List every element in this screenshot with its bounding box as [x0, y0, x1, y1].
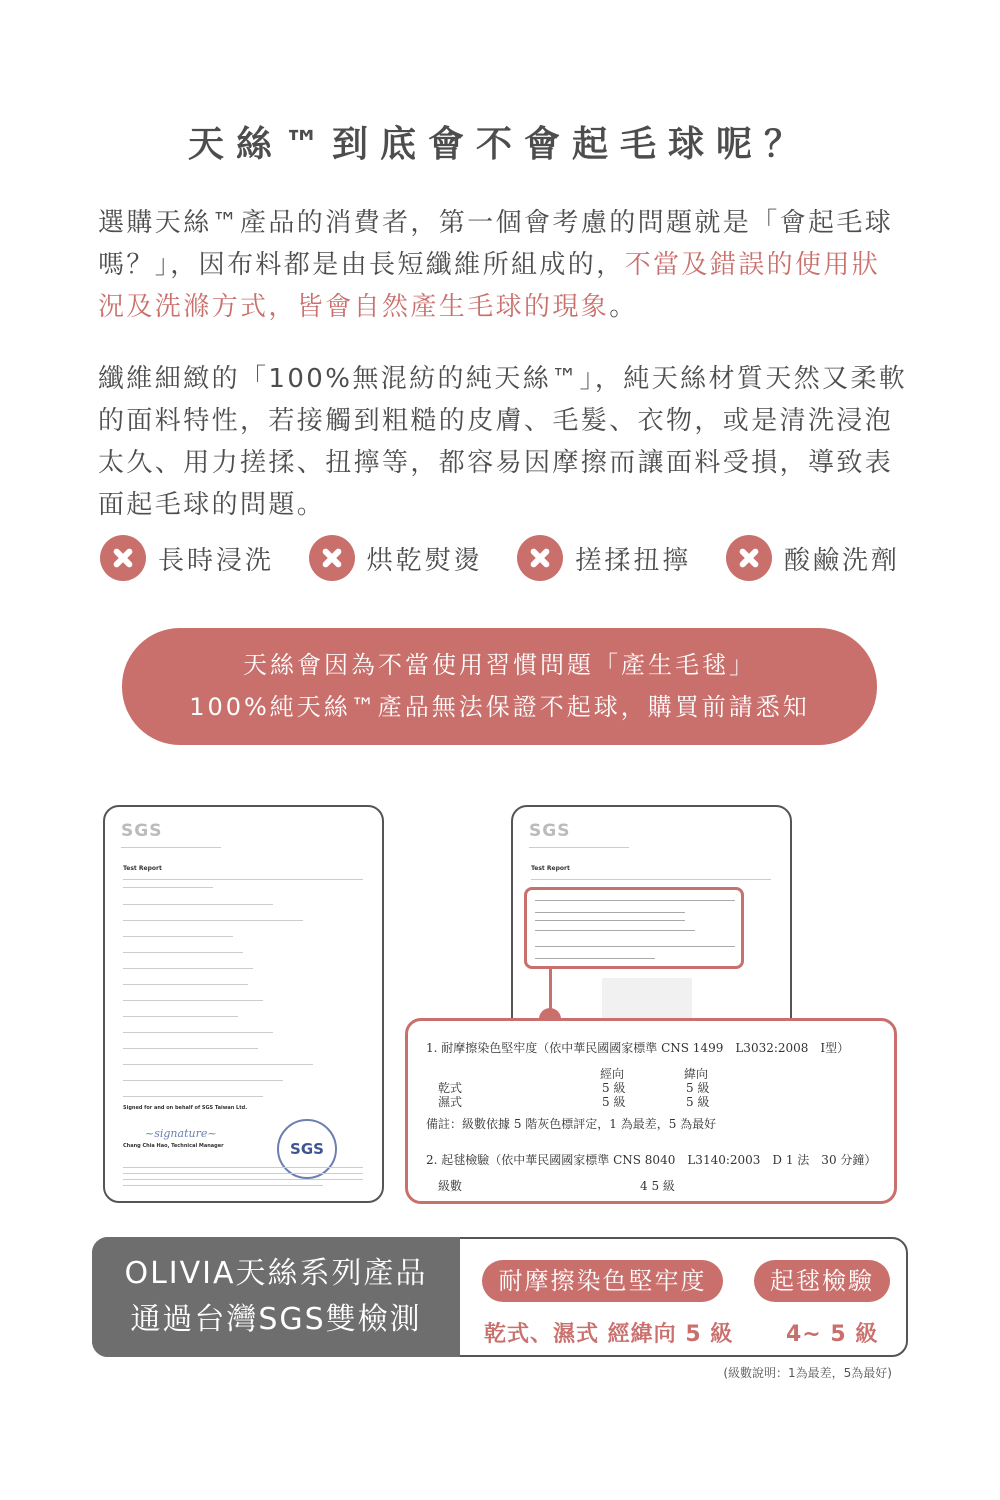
- warning-label: 長時浸洗: [158, 545, 275, 576]
- row-wet: 濕式: [438, 1095, 463, 1109]
- warning-list: [100, 532, 900, 584]
- col-weft: 緯向: [684, 1067, 709, 1081]
- intro-end: 。: [609, 292, 638, 322]
- row-dry: 乾式: [438, 1081, 463, 1095]
- test-label-rubbing: 耐摩擦染色堅牢度: [482, 1260, 723, 1302]
- wet-weft-value: 5 級: [686, 1095, 710, 1109]
- sgs-stamp: SGS: [277, 1119, 337, 1179]
- x-circle-icon: [517, 535, 563, 581]
- highlight-box: [524, 887, 744, 969]
- wet-warp-value: 5 級: [602, 1095, 626, 1109]
- result-rubbing: 乾式、濕式 經緯向 5 級: [484, 1322, 734, 1347]
- grade-note: (級數說明：1為最差，5為最好): [723, 1366, 892, 1380]
- summary-line-2: 通過台灣SGS雙檢測: [130, 1302, 422, 1337]
- warning-label: 搓揉扭擰: [575, 545, 692, 576]
- warning-item: [100, 535, 274, 581]
- intro-paragraph: [98, 202, 908, 328]
- summary-line-1: OLIVIA天絲系列產品: [124, 1256, 428, 1291]
- report-signer: Chang Chia Hao, Technical Manager: [123, 1143, 224, 1149]
- sgs-logo: SGS: [529, 821, 571, 841]
- x-circle-icon: [309, 535, 355, 581]
- report-signed: Signed for and on behalf of SGS Taiwan Ltd.: [123, 1105, 248, 1111]
- summary-title: [92, 1237, 460, 1357]
- signature: ~signature~: [145, 1127, 217, 1140]
- intro-text: 選購天絲™產品的消費者，第一個會考慮的問題就是「會起毛球嗎？」，因布料都是由長短纖維所組成的，: [98, 208, 894, 280]
- dry-warp-value: 5 級: [602, 1081, 626, 1095]
- sgs-logo: SGS: [121, 821, 163, 841]
- test-label-pilling: 起毬檢驗: [754, 1260, 890, 1302]
- col-warp: 經向: [600, 1067, 625, 1081]
- warning-item: [726, 535, 900, 581]
- detail-paragraph: 纖維細緻的「100%無混紡的純天絲™」，純天絲材質天然又柔軟的面料特性，若接觸到粗糙的皮膚、毛髮、衣物，或是清洗浸泡太久、用力搓揉、扭擰等，都容易因摩擦而讓面料受損，導致表面起毛球的問題。: [98, 364, 908, 520]
- x-circle-icon: [100, 535, 146, 581]
- zoom-line-1: 1. 耐摩擦染色堅牢度（依中華民國國家標準 CNS 1499 L3032:2008 Ⅰ型）: [426, 1041, 850, 1055]
- grade-label: 級數: [438, 1179, 463, 1193]
- zoom-result-box: [405, 1018, 897, 1204]
- report-heading: Test Report: [531, 865, 570, 872]
- summary-panel: [92, 1237, 908, 1357]
- page-title: 天絲™到底會不會起毛球呢？: [187, 124, 812, 165]
- x-circle-icon: [726, 535, 772, 581]
- result-pilling: 4~ 5 級: [786, 1322, 879, 1347]
- sgs-report-page-1: [103, 805, 384, 1203]
- report-heading: Test Report: [123, 865, 162, 872]
- zoom-line-2: 2. 起毬檢驗（依中華民國國家標準 CNS 8040 L3140:2003 D 1 法 30 分鐘）: [426, 1153, 877, 1167]
- zoom-remark: 備註：級數依據 5 階灰色標評定，1 為最差，5 為最好: [426, 1117, 717, 1131]
- warning-item: [309, 535, 483, 581]
- warning-item: [517, 535, 691, 581]
- grade-value: 4 5 級: [640, 1179, 675, 1193]
- notice-line-1: 天絲會因為不當使用習慣問題「產生毛毬」: [243, 651, 756, 679]
- dry-weft-value: 5 級: [686, 1081, 710, 1095]
- notice-banner: [122, 628, 877, 745]
- notice-line-2: 100%純天絲™產品無法保證不起球，購買前請悉知: [189, 693, 810, 721]
- warning-label: 烘乾熨燙: [366, 545, 483, 576]
- warning-label: 酸鹼洗劑: [783, 545, 900, 576]
- intro-highlight: 不當及錯誤的使用狀況及洗滌方式，皆會自然產生毛球的現象: [98, 250, 881, 322]
